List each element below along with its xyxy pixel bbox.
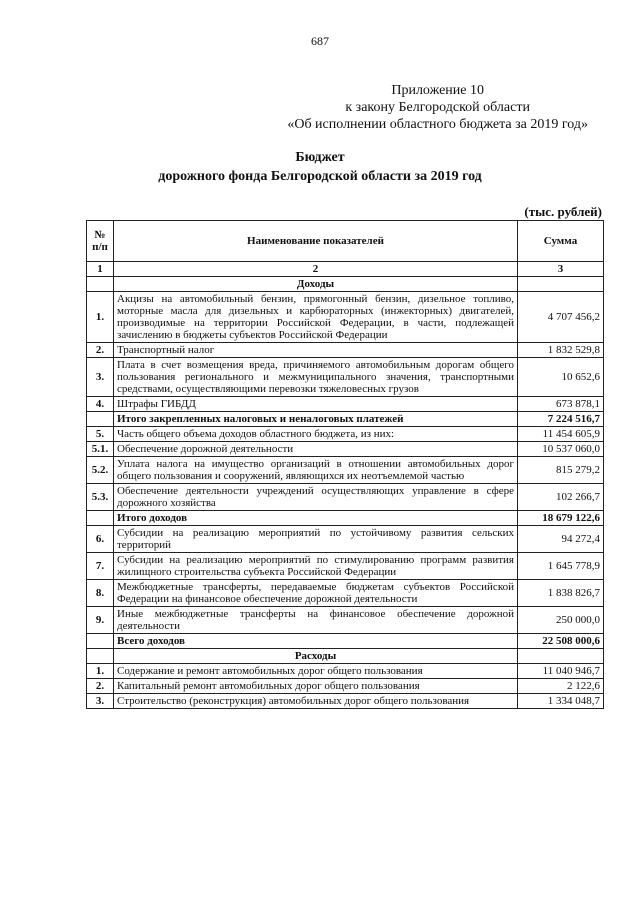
title-line-1: Бюджет [295,150,345,165]
budget-table [86,220,604,709]
index-cell: 1 [87,262,114,277]
table-row [87,580,604,607]
row-number: 1. [87,292,114,343]
appendix-block [287,82,588,133]
page-number: 687 [311,34,329,48]
row-amount: 4 707 456,2 [518,292,604,343]
table-row [87,427,604,442]
table-row [87,679,604,694]
expense-section-row [87,649,604,664]
table-row [87,292,604,343]
row-amount: 1 832 529,8 [518,343,604,358]
row-name: Акцизы на автомобильный бензин, прямогонный бензин, дизельное топливо, моторные масла для дизельных и карбюраторных (инжекторных) двигателей, производимые на территории Российской Федерации, в части, подлежащей зачислению в бюджеты субъектов Российской Федерации [114,292,518,343]
row-number: 3. [87,358,114,397]
total-row [87,511,604,526]
row-number [87,634,114,649]
row-amount: 11 454 605,9 [518,427,604,442]
row-amount: 815 279,2 [518,457,604,484]
row-name: Субсидии на реализацию мероприятий по устойчивому развития сельских территорий [114,526,518,553]
row-amount: 673 878,1 [518,397,604,412]
row-amount: 2 122,6 [518,679,604,694]
row-name: Обеспечение дорожной деятельности [114,442,518,457]
row-amount: 1 334 048,7 [518,694,604,709]
table-row [87,442,604,457]
header-num: № п/п [87,221,114,262]
title-line-2: дорожного фонда Белгородской области за 2019 год [158,169,482,184]
row-name: Капитальный ремонт автомобильных дорог общего пользования [114,679,518,694]
row-name: Субсидии на реализацию мероприятий по стимулированию программ развития жилищного строительства субъекта Российской Федерации [114,553,518,580]
row-name: Всего доходов [114,634,518,649]
row-number: 3. [87,694,114,709]
row-name: Итого доходов [114,511,518,526]
table-row [87,694,604,709]
row-number: 2. [87,679,114,694]
row-number: 9. [87,607,114,634]
row-name: Транспортный налог [114,343,518,358]
row-number [87,511,114,526]
row-amount: 10 652,6 [518,358,604,397]
header-amount: Сумма [518,221,604,262]
row-amount: 250 000,0 [518,607,604,634]
expense-section-label: Расходы [114,649,518,664]
row-name: Иные межбюджетные трансферты на финансовое обеспечение дорожной деятельности [114,607,518,634]
row-amount: 1 838 826,7 [518,580,604,607]
row-amount: 22 508 000,6 [518,634,604,649]
row-name: Итого закрепленных налоговых и неналоговых платежей [114,412,518,427]
row-amount: 11 040 946,7 [518,664,604,679]
row-amount: 18 679 122,6 [518,511,604,526]
row-amount: 1 645 778,9 [518,553,604,580]
row-name: Часть общего объема доходов областного бюджета, из них: [114,427,518,442]
row-name: Обеспечение деятельности учреждений осуществляющих управление в сфере дорожного хозяйства [114,484,518,511]
index-cell: 3 [518,262,604,277]
row-name: Межбюджетные трансферты, передаваемые бюджетам субъектов Российской Федерации на финансовое обеспечение дорожной деятельности [114,580,518,607]
table-row [87,664,604,679]
row-name: Плата в счет возмещения вреда, причиняемого автомобильным дорогам общего пользования регионального и межмуниципального значения, транспортными средствами, осуществляющими перевозки тяжеловесных грузов [114,358,518,397]
table-row [87,397,604,412]
row-name: Штрафы ГИБДД [114,397,518,412]
document-title [0,148,640,186]
row-name: Содержание и ремонт автомобильных дорог общего пользования [114,664,518,679]
row-amount: 94 272,4 [518,526,604,553]
row-amount: 7 224 516,7 [518,412,604,427]
row-name: Уплата налога на имущество организаций в отношении автомобильных дорог общего пользования и сооружений, являющихся их неотъемлемой частью [114,457,518,484]
total-row [87,634,604,649]
table-row [87,457,604,484]
row-amount: 102 266,7 [518,484,604,511]
table-row [87,526,604,553]
row-number: 5.2. [87,457,114,484]
table-row [87,358,604,397]
appendix-line-3: «Об исполнении областного бюджета за 2019 год» [287,117,588,132]
row-number: 8. [87,580,114,607]
row-number: 5.1. [87,442,114,457]
table-row [87,343,604,358]
row-number: 7. [87,553,114,580]
table-header-row [87,221,604,262]
header-name: Наименование показателей [114,221,518,262]
table-row [87,553,604,580]
column-index-row [87,262,604,277]
table-row [87,484,604,511]
row-number: 5.3. [87,484,114,511]
total-row [87,412,604,427]
row-amount: 10 537 060,0 [518,442,604,457]
units-label: (тыс. рублей) [524,204,602,219]
row-number: 4. [87,397,114,412]
row-number: 6. [87,526,114,553]
row-number [87,412,114,427]
appendix-line-2: к закону Белгородской области [345,100,530,115]
income-section-label: Доходы [114,277,518,292]
table-row [87,607,604,634]
row-name: Строительство (реконструкция) автомобильных дорог общего пользования [114,694,518,709]
income-section-row [87,277,604,292]
appendix-line-1: Приложение 10 [391,83,484,98]
index-cell: 2 [114,262,518,277]
row-number: 2. [87,343,114,358]
row-number: 5. [87,427,114,442]
row-number: 1. [87,664,114,679]
